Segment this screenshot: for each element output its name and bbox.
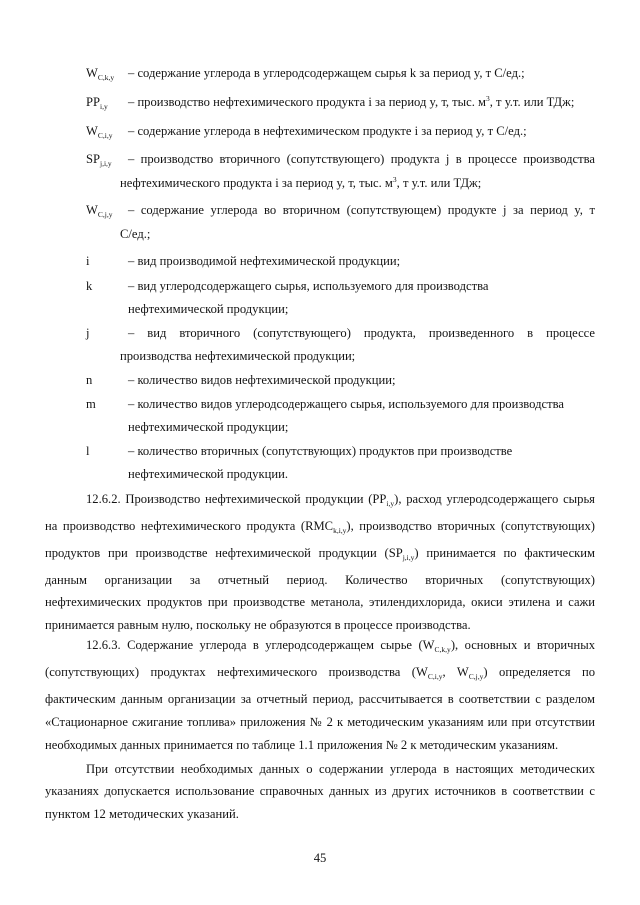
definition-text: – производство нефтехимического продукта i за период y, т, тыс. $м^3$, т у.т. или ТДж; xyxy=(128,94,575,109)
definition-text: С/ед.; xyxy=(120,227,151,241)
paragraph-note-line: При отсутствии необходимых данных о содержании углерода в настоящих методических xyxy=(86,762,595,776)
symbol-w-ci: $W_{C,i,y}$ xyxy=(86,124,113,140)
definition-text: нефтехимической продукции; xyxy=(128,420,289,434)
paragraph-12-6-3-line: фактическим данным организации за отчетный период, рассчитывается в соответствии с разделом xyxy=(45,692,595,706)
paragraph-12-6-2-line: 12.6.2. Производство нефтехимической продукции $(PP_{i,y})$, расход углеродсодержащего сырья xyxy=(86,492,595,508)
paragraph-12-6-3-line: «Стационарное сжигание топлива» приложения № 2 к методическим указаниям или при отсутствии xyxy=(45,715,595,729)
definition-text: – количество видов углеродсодержащего сырья, используемого для производства xyxy=(128,397,564,411)
paragraph-note-line: указаниях допускается использование справочных данных из других источников в соответствии с xyxy=(45,784,595,798)
symbol-w-cj: $W_{C,j,y}$ xyxy=(86,203,113,219)
symbol-l: l xyxy=(86,444,90,458)
paragraph-12-6-2-line: на производство нефтехимического продукта $(RMC_{k,i,y})$, производство вторичных (сопутствующих) xyxy=(45,519,595,535)
paragraph-12-6-3-line: (сопутствующих) продуктах нефтехимического производства ($W_{C,i,y}$, $W_{C,j,y}$) определяется по xyxy=(45,665,595,681)
symbol-k: k xyxy=(86,279,93,293)
symbol-j: j xyxy=(86,326,90,340)
definition-text: нефтехимической продукции. xyxy=(128,467,288,481)
paragraph-12-6-3-line: 12.6.3. Содержание углерода в углеродсодержащем сырье $(W_{C,k,y})$, основных и вторичных xyxy=(86,638,595,654)
symbol-m: m xyxy=(86,397,96,411)
symbol-w-ck: $W_{C,k,y}$ xyxy=(86,66,115,82)
paragraph-12-6-2-line: принимается равным нулю, поскольку не образуются в процессе производства. xyxy=(45,618,471,632)
paragraph-note-line: пунктом 12 методических указаний. xyxy=(45,807,239,821)
definition-text: – содержание углерода в углеродсодержащем сырья k за период y, т С/ед.; xyxy=(128,66,525,80)
definition-text: – вид производимой нефтехимической продукции; xyxy=(128,254,401,268)
definition-text: производства нефтехимической продукции; xyxy=(120,349,356,363)
definition-text: – вид углеродсодержащего сырья, используемого для производства xyxy=(128,279,489,293)
symbol-sp: $SP_{j,i,y}$ xyxy=(86,152,112,168)
paragraph-12-6-2-line: продуктов при производстве нефтехимической продукции $(SP_{j,i,y})$ принимается по фактическим xyxy=(45,546,596,562)
definition-text: – количество видов нефтехимической продукции; xyxy=(128,373,396,387)
definition-text: – количество вторичных (сопутствующих) продуктов при производстве xyxy=(128,444,513,458)
symbol-i: i xyxy=(86,254,90,268)
definition-text: нефтехимической продукции; xyxy=(128,302,289,316)
page-number: 45 xyxy=(313,851,327,865)
paragraph-12-6-3-line: необходимых данных принимается по таблице 1.1 приложения № 2 к методическим указаниям. xyxy=(45,738,559,752)
symbol-n: n xyxy=(86,373,93,387)
paragraph-12-6-2-line: нефтехимических продуктов при производстве метанола, этилендихлорида, окиси этилена и сажи xyxy=(45,595,595,609)
definition-text: – производство вторичного (сопутствующего) продукта j в процессе производства xyxy=(128,152,595,166)
symbol-pp: $PP_{i,y}$ xyxy=(86,95,108,111)
definition-text: – вид вторичного (сопутствующего) продукта, произведенного в процессе xyxy=(128,326,595,340)
paragraph-12-6-2-line: данным организации за отчетный период. Количество вторичных (сопутствующих) xyxy=(45,573,595,587)
definition-text: – содержание углерода во вторичном (сопутствующем) продукте j за период y, т xyxy=(128,203,595,217)
definition-text: нефтехимического продукта i за период y, т, тыс. $м^3$, т у.т. или ТДж; xyxy=(120,175,482,190)
definition-text: – содержание углерода в нефтехимическом продукте i за период y, т С/ед.; xyxy=(128,124,527,138)
